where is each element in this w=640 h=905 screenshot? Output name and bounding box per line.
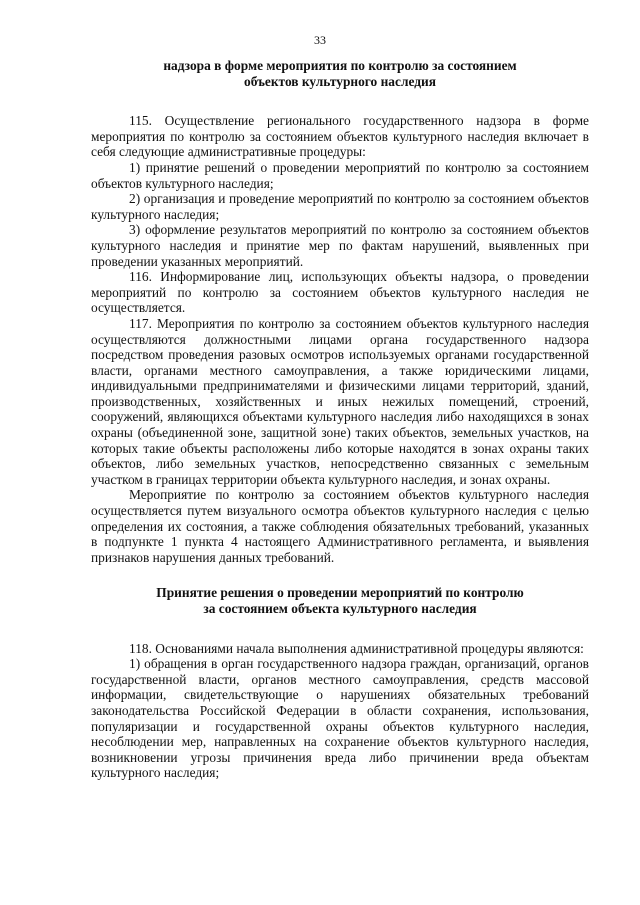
paragraph: 117. Мероприятия по контролю за состоянием объектов культурного наследия осуществляются должностными лицами органа государственного надзора посредством проведения разовых осмотров используемых органами государственной власти, органами местного самоуправления, а также юридическими лицами, индивидуальными предпринимателями и физическими лицами территорий, зданий, производственных, хозяйственных и иных нежилых помещений, строений, сооружений, являющихся объектами культурного наследия либо находящихся в зонах охраны (объединенной зоне, защитной зоне) таких объектов, земельных участков, на которых такие объекты расположены либо которые находятся в зонах охраны таких объектов, либо земельных участков, непосредственно связанных с земельным участком в границах территории объекта культурного наследия, и зонах охраны. — [91, 315, 589, 487]
heading-line: Принятие решения о проведении мероприятий по контролю — [156, 585, 524, 601]
paragraph: 2) организация и проведение мероприятий по контролю за состоянием объектов культурного наследия; — [91, 191, 589, 222]
paragraph: 118. Основаниями начала выполнения административной процедуры являются: — [129, 640, 584, 656]
heading-line: надзора в форме мероприятия по контролю за состоянием — [163, 58, 517, 73]
paragraph: 3) оформление результатов мероприятий по контролю за состоянием объектов культурного наследия и принятие мер по фактам нарушений, выявленных при проведении указанных мероприятий. — [91, 222, 589, 269]
text-block-a — [91, 113, 589, 565]
paragraph: 1) обращения в орган государственного надзора граждан, организаций, органов государственной власти, органов местного самоуправления, средств массовой информации, свидетельствующие о нарушениях обязательных требований законодательства Российской Федерации в области сохранения, использования, популяризации и государственной охраны объектов культурного наследия, несоблюдении мер, направленных на сохранение объектов культурного наследия, возникновении угрозы причинения вреда либо причинении вреда объектам культурного наследия; — [91, 656, 589, 781]
section-heading-top — [91, 58, 589, 89]
heading-line: объектов культурного наследия — [244, 73, 436, 89]
paragraph: 115. Осуществление регионального государственного надзора в форме мероприятия по контролю за состоянием объектов культурного наследия включает в себя следующие административные процедуры: — [91, 113, 589, 160]
paragraph: 1) принятие решений о проведении мероприятий по контролю за состоянием объектов культурного наследия; — [91, 159, 589, 191]
heading-line: за состоянием объекта культурного наследия — [203, 601, 477, 616]
paragraph: 116. Информирование лиц, использующих объекты надзора, о проведении мероприятий по контролю за состоянием объектов культурного наследия не осуществляется. — [91, 269, 589, 316]
page-number: 33 — [314, 33, 326, 47]
page-content — [91, 58, 589, 781]
paragraph: Мероприятие по контролю за состоянием объектов культурного наследия осуществляется путем визуального осмотра объектов культурного наследия с целью определения их состояния, а также соблюдения обязательных требований, указанных в подпункте 1 пункта 4 настоящего Административного регламента, и выявления признаков нарушения данных требований. — [91, 487, 589, 565]
section-heading-decision — [91, 585, 589, 616]
text-block-b — [91, 641, 589, 781]
